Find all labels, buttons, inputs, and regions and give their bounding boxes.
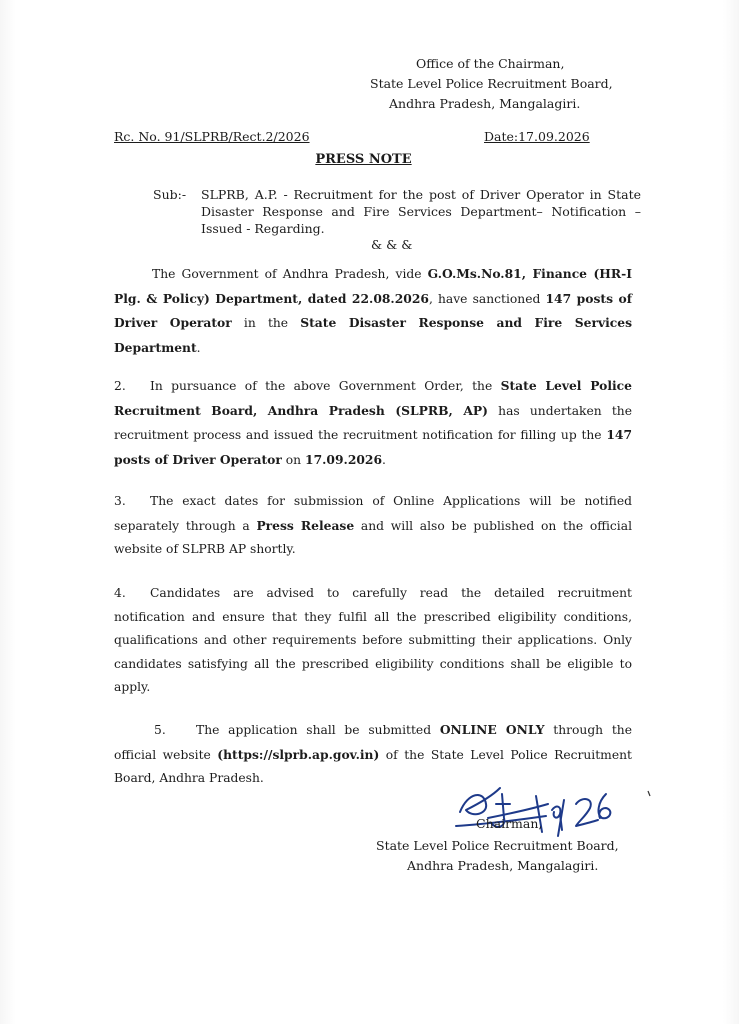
reference-number: Rc. No. 91/SLPRB/Rect.2/2026	[114, 129, 310, 144]
paragraph-4	[114, 582, 632, 700]
subject-text: SLPRB, A.P. - Recruitment for the post of Driver Operator in State Disaster Response and Fire Services Department– Notification – Issued - Regarding.	[201, 187, 641, 236]
p1-go-reference: G.O.Ms.No.81, Finance (HR-I Plg. & Policy) Department, dated 22.08.2026	[114, 266, 632, 306]
p3-text-1: The exact dates for submission of Online Applications will be notified separately through a	[114, 494, 632, 533]
p1-text-4: .	[196, 340, 201, 355]
p2-text-1: In pursuance of the above Government Order, the	[150, 379, 501, 393]
p1-department: State Disaster Response and Fire Services Department	[114, 315, 633, 355]
ink-mark	[647, 790, 651, 797]
p5-website-url: (https://slprb.ap.gov.in)	[217, 746, 380, 762]
p5-number: 5.	[154, 723, 166, 737]
heading-text: PRESS NOTE	[315, 152, 412, 167]
subject-label: Sub:-	[153, 187, 187, 202]
office-line-1: Office of the Chairman,	[416, 56, 565, 71]
p2-number: 2.	[114, 379, 126, 393]
p3-number: 3.	[114, 494, 126, 508]
p1-text-3: in the	[231, 316, 301, 330]
p2-text-2: has undertaken the recruitment process and issued the recruitment notification for filling up the	[114, 403, 632, 442]
reference-date: Date:17.09.2026	[484, 129, 590, 144]
p4-text-1: Candidates are advised to carefully read the detailed recruitment notification and ensure that they fulfil all the prescribed eligibility conditions, qualifications and other requirements before submitting their applications. Only candidates satisfying all the prescribed eligibility conditions shall be eligible to apply.	[114, 586, 632, 694]
p5-text-1: The application shall be submitted	[196, 723, 440, 737]
p2-text-3: on	[281, 452, 306, 467]
document-heading	[0, 152, 739, 167]
signatory-block	[376, 836, 676, 876]
p5-text-3: of the State Level Police Recruitment Board, Andhra Pradesh.	[114, 747, 632, 785]
paragraph-1	[114, 262, 632, 360]
handwritten-signature	[448, 774, 623, 844]
paragraph-3	[114, 490, 632, 562]
p5-text-2: through the official website	[114, 723, 632, 762]
p1-text-1: The Government of Andhra Pradesh, vide	[152, 267, 428, 281]
subject-separator: & & &	[371, 237, 413, 252]
p2-posts: 147 posts of Driver Operator	[114, 427, 632, 467]
p3-press-release: Press Release	[256, 517, 355, 533]
office-address	[368, 54, 698, 114]
p5-online-only: ONLINE ONLY	[439, 722, 545, 737]
office-line-2: State Level Police Recruitment Board,	[370, 76, 613, 91]
office-line-3: Andhra Pradesh, Mangalagiri.	[389, 96, 581, 111]
p2-board: State Level Police Recruitment Board, Andhra Pradesh (SLPRB, AP)	[114, 378, 632, 418]
p4-number: 4.	[114, 586, 126, 600]
signatory-line-1: State Level Police Recruitment Board,	[376, 838, 619, 853]
paragraph-2	[114, 374, 632, 472]
p2-text-4: .	[382, 452, 386, 467]
p3-text-2: and will also be published on the official website of SLPRB AP shortly.	[114, 518, 633, 556]
signatory-title: Chairman,	[476, 816, 543, 831]
p1-text-2: , have sanctioned	[428, 291, 546, 306]
p1-posts: 147 posts of Driver Operator	[114, 290, 632, 330]
p2-date: 17.09.2026	[305, 451, 383, 467]
signatory-line-2: Andhra Pradesh, Mangalagiri.	[407, 858, 599, 873]
